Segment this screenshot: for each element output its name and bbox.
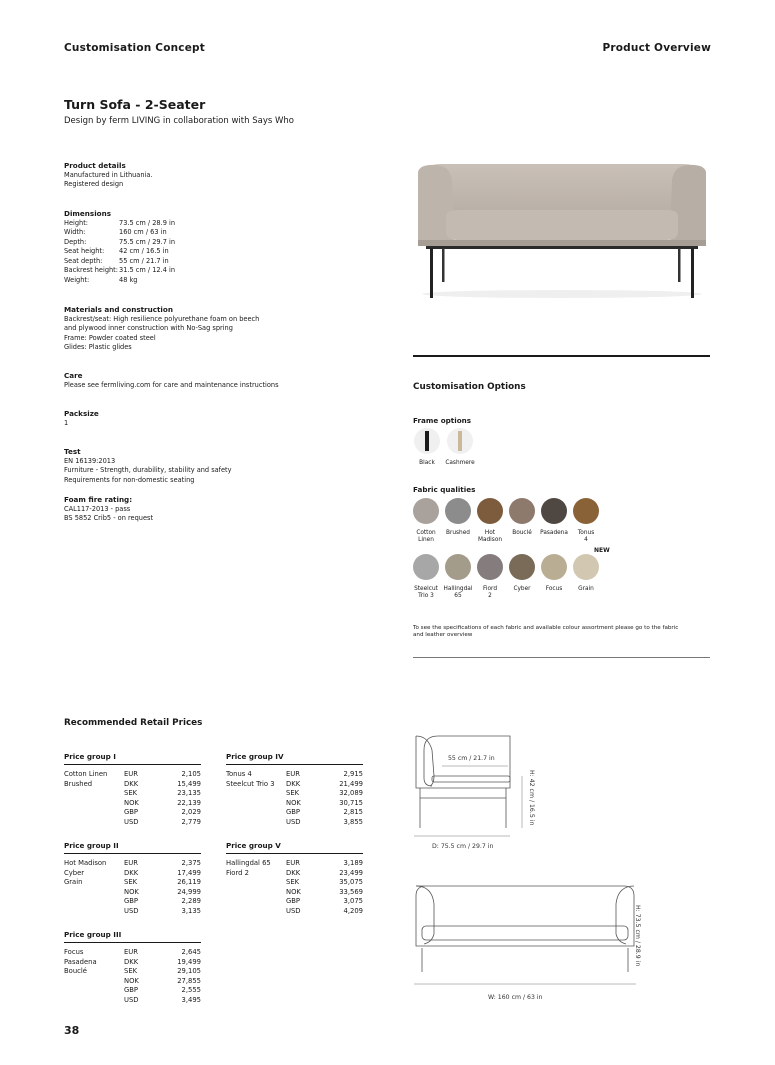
fabric-swatch — [573, 498, 599, 524]
price-group — [64, 930, 201, 1006]
fabric-swatch — [541, 554, 567, 580]
fabric-option[interactable] — [442, 554, 474, 580]
price-table: Cotton Linen EUR 2,105 Brushed DKK 15,499 SEK 23,135 NOK 22,139 GBP 2,029 USD 2,779 — [64, 770, 201, 826]
dimension-value: 160 cm / 63 in — [119, 228, 167, 237]
fabric-swatch — [541, 498, 567, 524]
fabric-row-1 — [410, 498, 602, 545]
width-label: W: 160 cm / 63 in — [488, 994, 543, 1001]
dimension-label: Seat depth: — [64, 256, 103, 265]
fabric-label: Focus — [545, 586, 563, 592]
product-details — [64, 161, 384, 190]
dimension-label: Seat height: — [64, 247, 105, 256]
fabric-swatch — [413, 498, 439, 524]
dimension-label: Backrest height: — [64, 266, 118, 275]
materials-line: and plywood inner construction with No-Sag spring — [64, 324, 233, 333]
fabric-swatches — [410, 554, 602, 580]
sofa-photo — [412, 160, 712, 302]
price-group — [64, 752, 201, 828]
product-title: Turn Sofa - 2-Seater — [64, 97, 206, 112]
fabric-note: To see the specifications of each fabric and available colour assortment please go to the fabric and leather overview — [413, 625, 679, 639]
packsize-heading: Packsize — [64, 409, 99, 418]
test-line: Requirements for non-domestic seating — [64, 475, 195, 484]
fabric-swatch — [573, 554, 599, 580]
product-subtitle: Design by ferm LIVING in collaboration with Says Who — [64, 116, 294, 126]
fabric-swatch — [413, 554, 439, 580]
fabric-option[interactable] — [474, 554, 506, 580]
dimension-value: 42 cm / 16.5 in — [119, 247, 169, 256]
frame-option-cashmere[interactable] — [445, 428, 475, 467]
foam-block — [64, 495, 384, 524]
price-table: Tonus 4 EUR 2,915 Steelcut Trio 3 DKK 21,499 SEK 32,089 NOK 30,715 GBP 2,815 USD 3,855 — [226, 770, 363, 826]
frame-option-black[interactable] — [413, 428, 441, 467]
dimension-row — [64, 257, 384, 267]
price-group-title: Price group III — [64, 930, 122, 939]
materials-block — [64, 305, 384, 353]
fabric-label: Fiord 2 — [482, 586, 498, 600]
fabric-option[interactable] — [506, 554, 538, 580]
packsize-block — [64, 409, 384, 428]
fabric-option[interactable] — [570, 554, 602, 580]
price-group-title: Price group IV — [226, 752, 284, 761]
care-line: Please see fermliving.com for care and maintenance instructions — [64, 380, 279, 389]
fabric-swatches — [410, 498, 602, 524]
fabric-label: Bouclé — [512, 530, 532, 536]
frame-bar — [458, 431, 462, 451]
frame-options — [413, 428, 475, 467]
dimension-value: 31.5 cm / 12.4 in — [119, 266, 176, 275]
fabric-option[interactable] — [474, 498, 506, 524]
fabric-label: Brushed — [446, 530, 470, 536]
fabric-swatch — [509, 554, 535, 580]
fabric-option[interactable] — [538, 554, 570, 580]
packsize-value: 1 — [64, 418, 69, 427]
fabric-label: Hallingdal 65 — [443, 586, 473, 600]
header-right: Product Overview — [602, 42, 711, 54]
frame-swatch — [414, 428, 440, 454]
materials-heading: Materials and construction — [64, 305, 173, 314]
fabric-option[interactable] — [442, 498, 474, 524]
test-block — [64, 447, 384, 485]
dimension-label: Height: — [64, 218, 89, 227]
price-table: Hallingdal 65 EUR 3,189 Fiord 2 DKK 23,499 SEK 35,075 NOK 33,569 GBP 3,075 USD 4,209 — [226, 859, 363, 915]
dimension-row — [64, 247, 384, 257]
fabric-option[interactable] — [538, 498, 570, 524]
height-label: H: 73.5 cm / 28.9 in — [634, 905, 641, 967]
price-group — [64, 841, 201, 917]
side-view-drawing — [410, 728, 540, 840]
fabric-swatch — [477, 554, 503, 580]
dimension-row — [64, 228, 384, 238]
dimension-value: 48 kg — [119, 276, 138, 285]
fabric-option[interactable] — [570, 498, 602, 524]
materials-line: Glides: Plastic glides — [64, 343, 132, 352]
test-line: Furniture - Strength, durability, stability and safety — [64, 466, 232, 475]
frame-options-heading: Frame options — [413, 416, 472, 425]
fabric-option[interactable] — [410, 554, 442, 580]
product-details-line: Manufactured in Lithuania. — [64, 170, 153, 179]
divider — [413, 657, 710, 658]
dimension-label: Depth: — [64, 237, 87, 246]
prices-heading: Recommended Retail Prices — [64, 718, 203, 728]
foam-heading: Foam fire rating: — [64, 495, 133, 504]
frame-bar — [425, 431, 429, 451]
test-heading: Test — [64, 447, 81, 456]
care-heading: Care — [64, 371, 83, 380]
fabric-swatch — [509, 498, 535, 524]
dimension-label: Weight: — [64, 276, 90, 285]
customisation-heading: Customisation Options — [413, 382, 526, 392]
price-group-title: Price group II — [64, 841, 119, 850]
fabric-labels — [410, 586, 602, 601]
price-group — [226, 752, 363, 828]
fabric-label: Tonus 4 — [577, 530, 595, 544]
header-left: Customisation Concept — [64, 42, 205, 54]
fabric-qualities-heading: Fabric qualities — [413, 485, 476, 494]
fabric-label: Cyber — [513, 586, 531, 592]
fabric-label: Pasadena — [540, 530, 568, 536]
dimension-value: 75.5 cm / 29.7 in — [119, 237, 176, 246]
materials-line: Backrest/seat: High resilience polyurethane foam on beech — [64, 314, 260, 323]
price-group — [226, 841, 363, 917]
fabric-option[interactable] — [410, 498, 442, 524]
depth-label: D: 75.5 cm / 29.7 in — [432, 843, 494, 850]
fabric-row-2 — [410, 554, 602, 601]
price-group-title: Price group V — [226, 841, 281, 850]
frame-label: Black — [419, 460, 435, 466]
product-details-heading: Product details — [64, 161, 126, 170]
front-view-drawing — [410, 880, 640, 990]
fabric-label: Grain — [578, 586, 594, 592]
page-number: 38 — [64, 1024, 80, 1037]
materials-line: Frame: Powder coated steel — [64, 333, 156, 342]
price-table: Hot Madison EUR 2,375 Cyber DKK 17,499 Grain SEK 26,119 NOK 24,999 GBP 2,289 USD 3,135 — [64, 859, 201, 915]
frame-swatch — [447, 428, 473, 454]
foam-line: CAL117-2013 - pass — [64, 504, 131, 513]
fabric-swatch — [477, 498, 503, 524]
new-badge: NEW — [594, 547, 610, 554]
dimension-value: 55 cm / 21.7 in — [119, 256, 169, 265]
fabric-label: Hot Madison — [477, 530, 503, 544]
foam-line: BS 5852 Crib5 - on request — [64, 514, 154, 523]
frame-label: Cashmere — [445, 460, 475, 466]
seat-height-label: H: 42 cm / 16.5 in — [528, 770, 535, 826]
test-line: EN 16139:2013 — [64, 456, 116, 465]
dimensions-heading: Dimensions — [64, 209, 111, 218]
price-table: Focus EUR 2,645 Pasadena DKK 19,499 Bouclé SEK 29,105 NOK 27,855 GBP 2,555 USD 3,495 — [64, 948, 201, 1004]
fabric-option[interactable] — [506, 498, 538, 524]
fabric-swatch — [445, 554, 471, 580]
fabric-label: Cotton Linen — [416, 530, 436, 544]
dimension-label: Width: — [64, 228, 86, 237]
product-details-line: Registered design — [64, 180, 124, 189]
divider — [413, 355, 710, 357]
seat-depth-label: 55 cm / 21.7 in — [448, 755, 495, 762]
fabric-swatch — [445, 498, 471, 524]
care-block — [64, 371, 384, 390]
dimension-row — [64, 238, 384, 248]
fabric-label: Steelcut Trio 3 — [414, 586, 438, 600]
price-group-title: Price group I — [64, 752, 116, 761]
dimension-row — [64, 266, 384, 276]
dimensions-block — [64, 209, 384, 286]
dimension-row — [64, 219, 384, 229]
fabric-labels — [410, 530, 602, 545]
dimension-value: 73.5 cm / 28.9 in — [119, 218, 176, 227]
dimension-row — [64, 276, 384, 286]
